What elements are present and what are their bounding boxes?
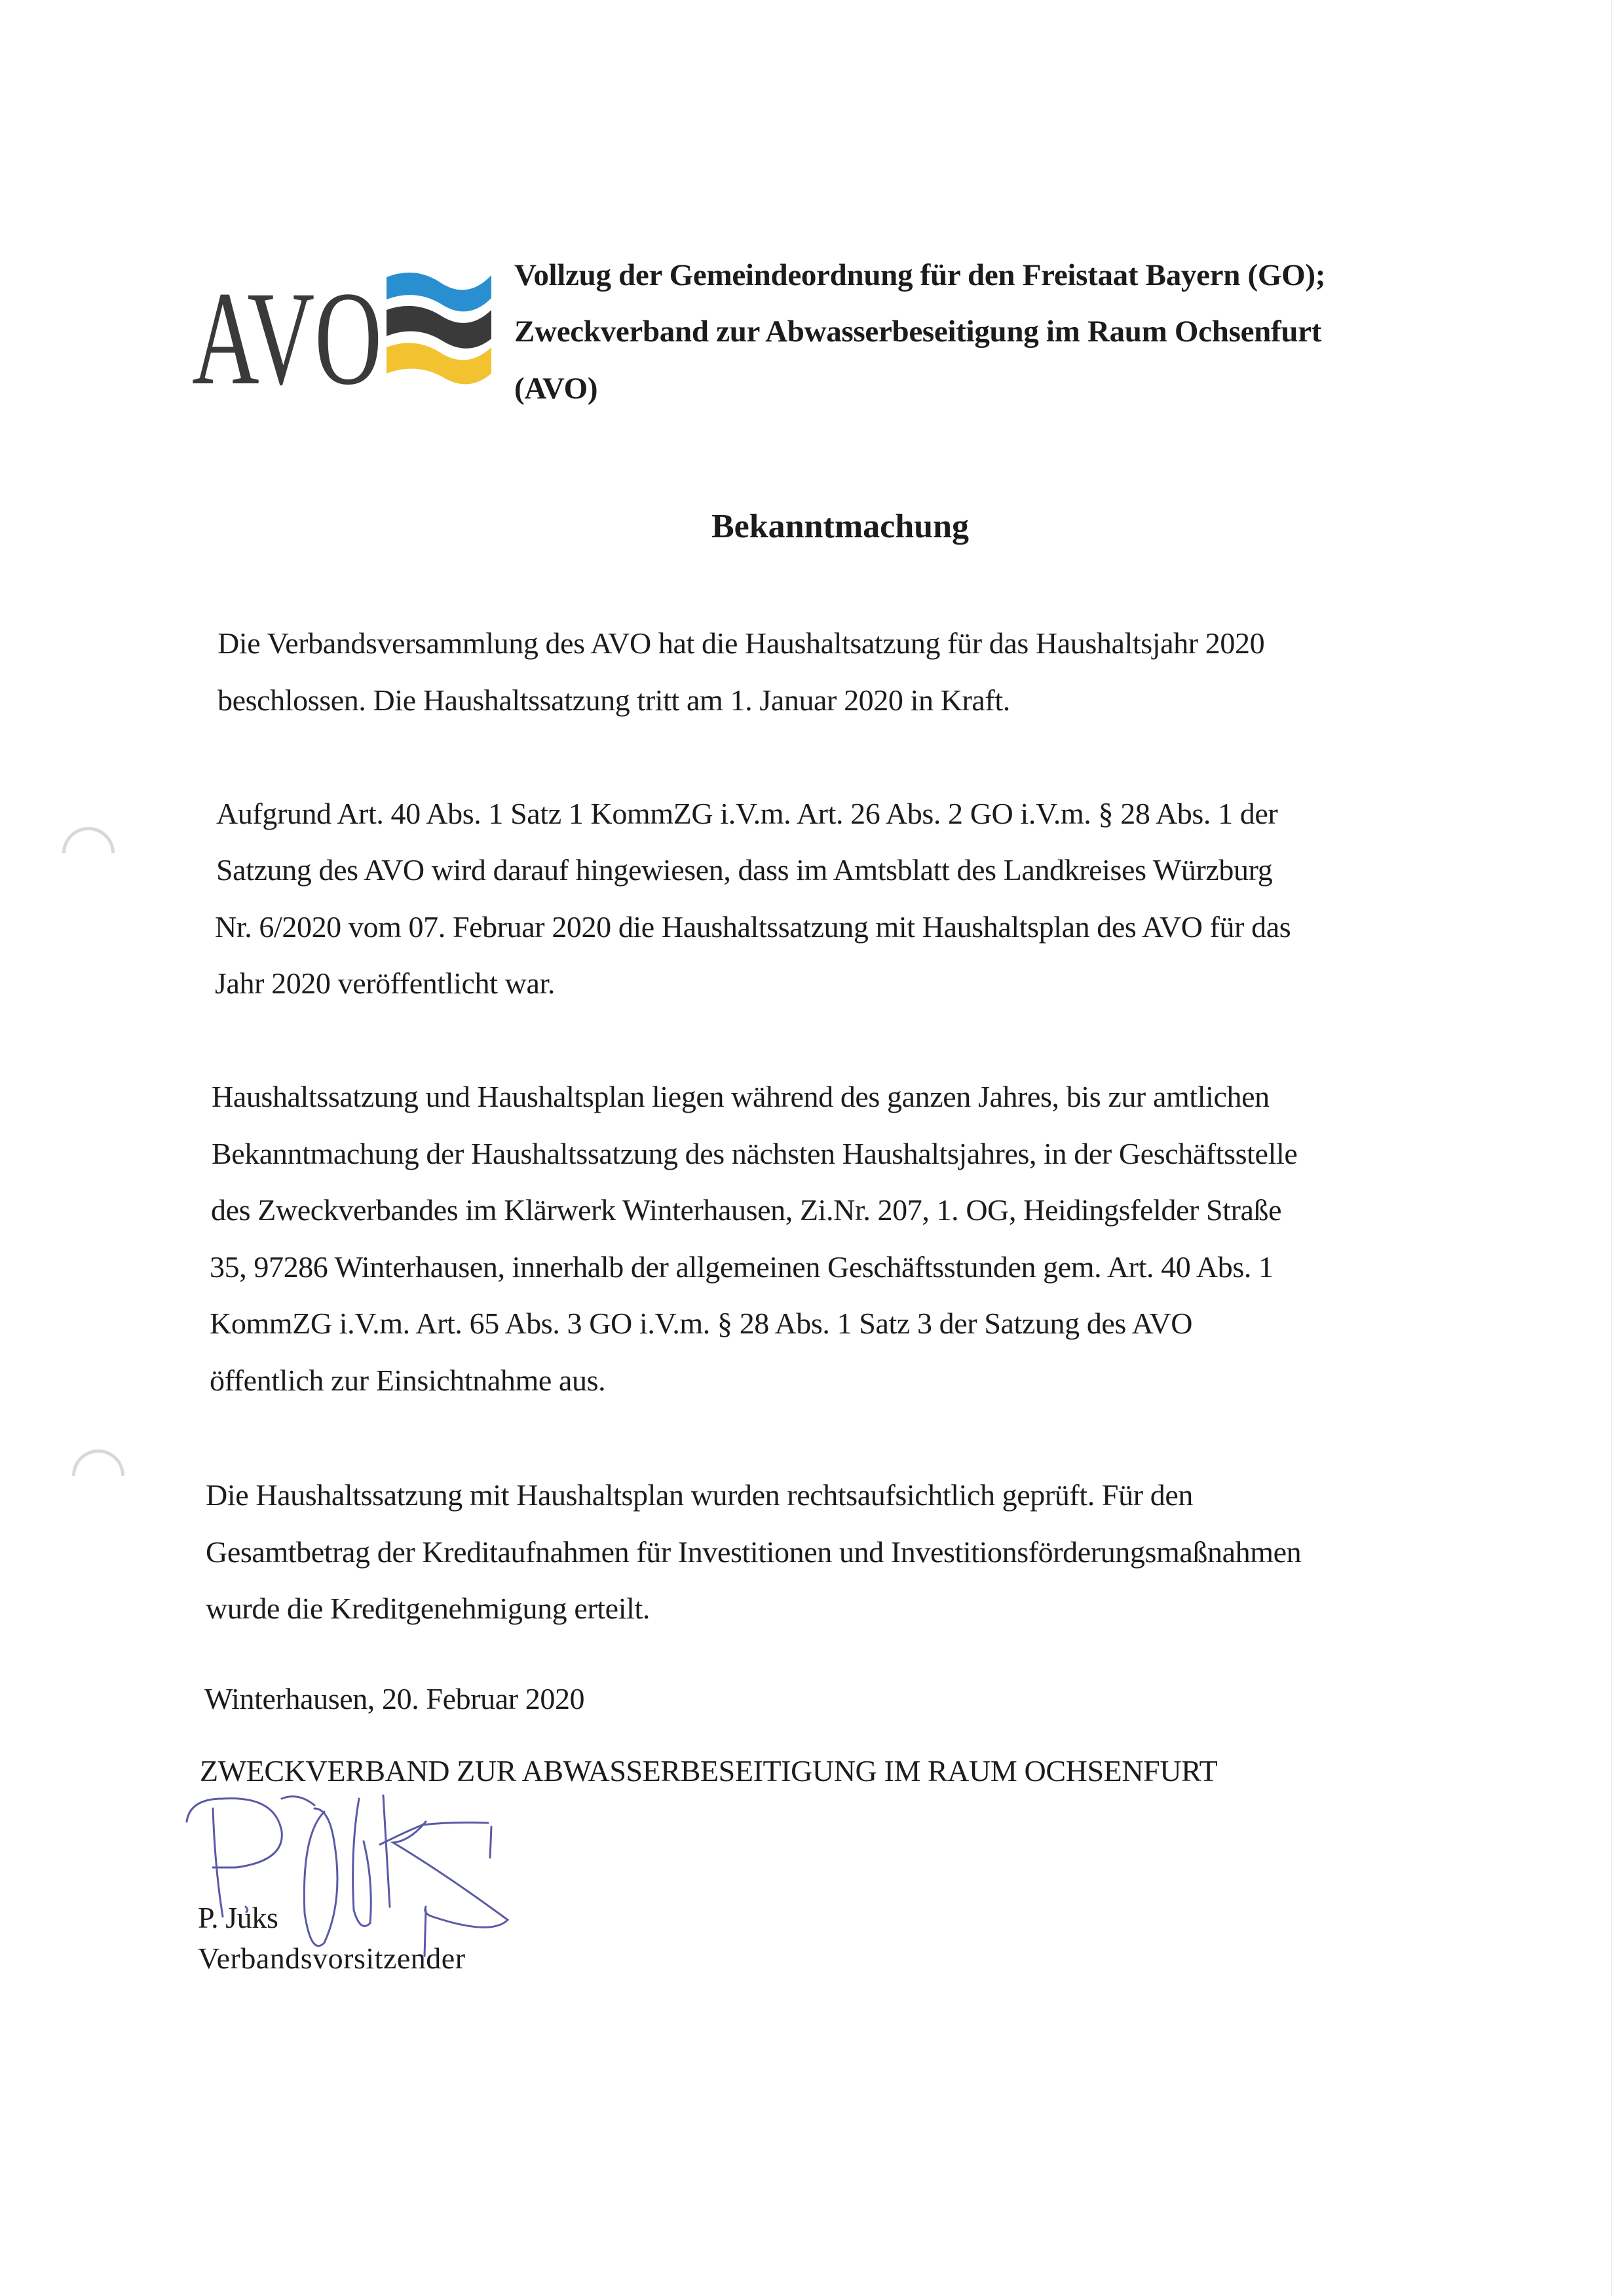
header-line: Zweckverband zur Abwasserbeseitigung im Raum Ochsenfurt — [514, 315, 1322, 349]
paragraph-2-line: Aufgrund Art. 40 Abs. 1 Satz 1 KommZG i.V.m. Art. 26 Abs. 2 GO i.V.m. § 28 Abs. 1 der — [216, 797, 1278, 830]
avo-logo — [187, 259, 495, 403]
page-title: Bekanntmachung — [711, 508, 969, 545]
paragraph-3-line: des Zweckverbandes im Klärwerk Winterhausen, Zi.Nr. 207, 1. OG, Heidingsfelder Straße — [211, 1193, 1282, 1227]
paragraph-2-line: Satzung des AVO wird darauf hingewiesen, dass im Amtsblatt des Landkreises Würzburg — [216, 853, 1273, 887]
logo-wave-dark — [387, 306, 491, 349]
paragraph-3-line: KommZG i.V.m. Art. 65 Abs. 3 GO i.V.m. § 28 Abs. 1 Satz 3 der Satzung des AVO — [210, 1307, 1193, 1340]
paragraph-3-line: öffentlich zur Einsichtnahme aus. — [210, 1364, 606, 1397]
paragraph-4-line: Gesamtbetrag der Kreditaufnahmen für Investitionen und Investitionsförderungsmaßnahmen — [206, 1535, 1302, 1569]
paragraph-4-line: Die Haushaltssatzung mit Haushaltsplan wurden rechtsaufsichtlich geprüft. Für den — [206, 1478, 1193, 1512]
paragraph-1-line: beschlossen. Die Haushaltssatzung tritt am 1. Januar 2020 in Kraft. — [217, 683, 1010, 717]
signatory-name: P. Juks — [198, 1901, 278, 1934]
punch-hole-mark — [61, 1438, 135, 1512]
punch-hole-mark — [51, 816, 125, 890]
logo-text: AVO — [192, 264, 382, 403]
paragraph-1-line: Die Verbandsversammlung des AVO hat die Haushaltsatzung für das Haushaltsjahr 2020 — [217, 626, 1265, 660]
paragraph-3-line: Haushaltssatzung und Haushaltsplan liegen während des ganzen Jahres, bis zur amtlichen — [212, 1080, 1270, 1113]
place-date: Winterhausen, 20. Februar 2020 — [204, 1682, 585, 1715]
header-line: (AVO) — [514, 372, 598, 406]
paragraph-3-line: Bekanntmachung der Haushaltssatzung des nächsten Haushaltsjahres, in der Geschäftsstelle — [212, 1137, 1298, 1170]
organization-name: ZWECKVERBAND ZUR ABWASSERBESEITIGUNG IM RAUM OCHSENFURT — [200, 1754, 1218, 1788]
signatory-role: Verbandsvorsitzender — [198, 1942, 466, 1975]
paragraph-4-line: wurde die Kreditgenehmigung erteilt. — [206, 1592, 650, 1625]
header-line: Vollzug der Gemeindeordnung für den Freistaat Bayern (GO); — [514, 258, 1326, 292]
scan-edge — [1611, 0, 1612, 2296]
logo-wave-yellow — [387, 343, 491, 384]
paragraph-2-line: Nr. 6/2020 vom 07. Februar 2020 die Haushaltssatzung mit Haushaltsplan des AVO für das — [215, 910, 1291, 944]
paragraph-2-line: Jahr 2020 veröffentlicht war. — [215, 966, 555, 1000]
paragraph-3-line: 35, 97286 Winterhausen, innerhalb der allgemeinen Geschäftsstunden gem. Art. 40 Abs. 1 — [210, 1250, 1274, 1284]
logo-wave-blue — [387, 273, 491, 311]
